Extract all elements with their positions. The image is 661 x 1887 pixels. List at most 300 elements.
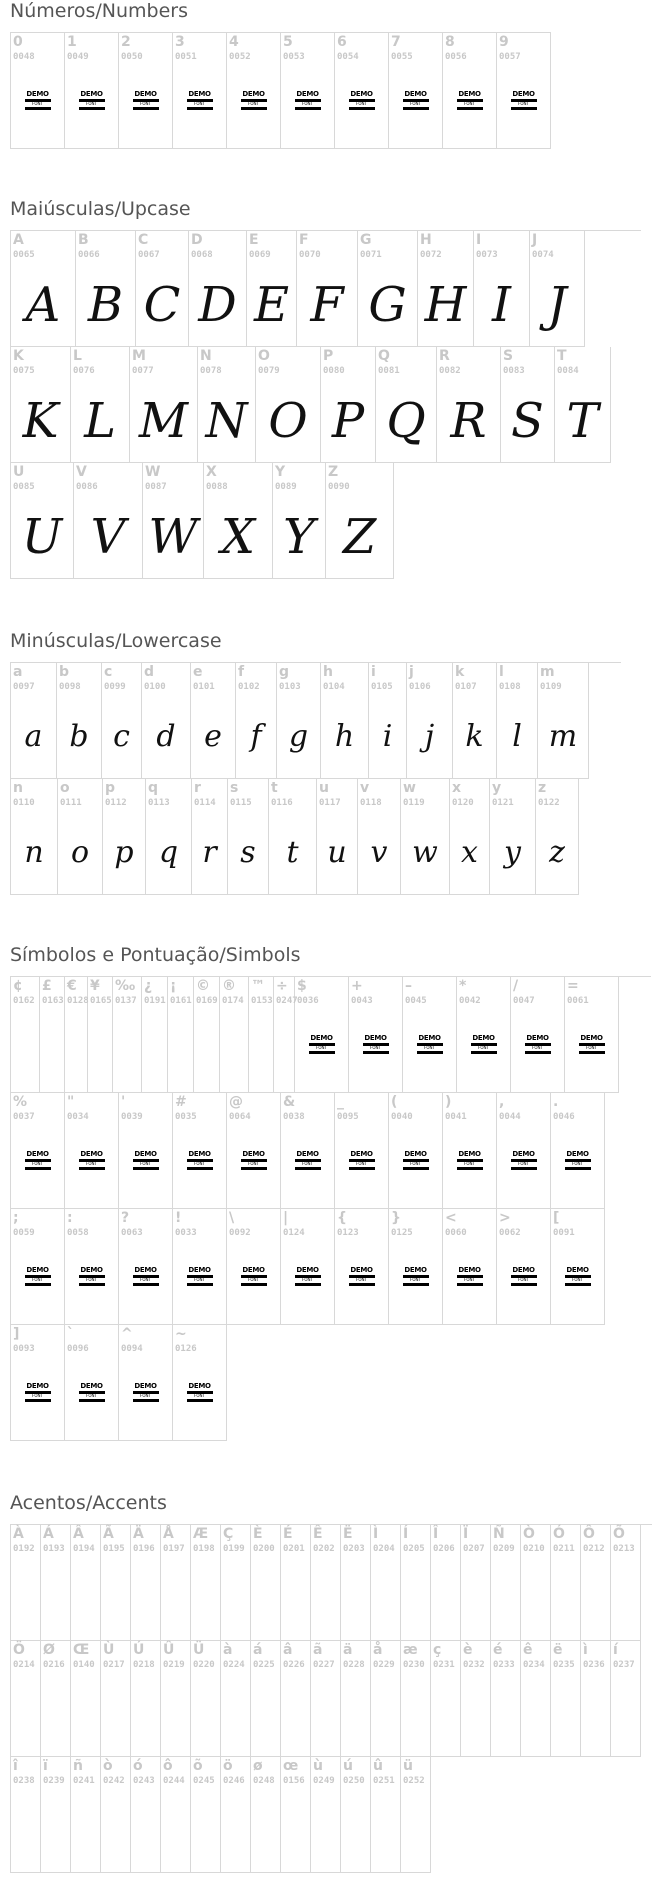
demo-placeholder-icon [363, 1035, 389, 1061]
glyph-cell [418, 231, 474, 347]
character-label: = [567, 978, 579, 994]
demo-badge-bar [403, 1167, 429, 1170]
glyph-cell [403, 977, 457, 1093]
demo-placeholder-icon [295, 1267, 321, 1293]
glyph-cell [497, 663, 538, 779]
character-code: 0245 [193, 1776, 215, 1786]
demo-badge-subtext: FONT [464, 1162, 475, 1166]
section-title: Símbolos e Pontuação/Simbols [10, 944, 301, 966]
glyph-sample: M [138, 392, 189, 449]
character-label: ï [43, 1758, 48, 1774]
demo-badge-text: DEMO [26, 1266, 49, 1274]
glyph-cell [11, 1093, 65, 1209]
character-code: 0217 [103, 1660, 125, 1670]
character-label: å [373, 1642, 383, 1658]
character-code: 0047 [513, 996, 535, 1006]
glyph-cell [401, 779, 450, 895]
demo-badge-text: DEMO [188, 90, 211, 98]
character-label: ¿ [144, 978, 153, 994]
character-code: 0216 [43, 1660, 65, 1670]
glyph-cell [71, 347, 130, 463]
character-code: 0116 [271, 798, 293, 808]
character-label: L [73, 348, 82, 364]
character-code: 0124 [283, 1228, 305, 1238]
character-label: n [13, 780, 23, 796]
character-label: ã [313, 1642, 323, 1658]
character-label: s [230, 780, 239, 796]
character-code: 0231 [433, 1660, 455, 1670]
glyph-grid [10, 1524, 652, 1873]
demo-badge-text: DEMO [512, 1266, 535, 1274]
glyph-sample: w [412, 835, 438, 870]
character-code: 0037 [13, 1112, 35, 1122]
demo-badge-bar [403, 107, 429, 110]
character-label: A [13, 232, 24, 248]
glyph-cell [146, 779, 192, 895]
glyph-cell [401, 1641, 431, 1757]
demo-badge-bar [417, 1051, 443, 1054]
glyph-cell [11, 663, 57, 779]
character-code: 0162 [13, 996, 35, 1006]
glyph-sample: I [492, 276, 511, 333]
glyph-cell [431, 1525, 461, 1641]
character-code: 0100 [144, 682, 166, 692]
demo-badge-text: DEMO [134, 90, 157, 98]
character-label: Õ [613, 1526, 625, 1542]
glyph-cell [491, 1641, 521, 1757]
character-label: Ì [373, 1526, 379, 1542]
character-code: 0204 [373, 1544, 395, 1554]
character-code: 0079 [258, 366, 280, 376]
symbols-section [10, 944, 651, 1441]
character-label: è [463, 1642, 473, 1658]
character-label: F [299, 232, 309, 248]
glyph-cell [142, 977, 168, 1093]
character-label: Í [403, 1526, 409, 1542]
glyph-cell [551, 1209, 605, 1325]
demo-placeholder-icon [295, 91, 321, 117]
demo-badge-text: DEMO [242, 1266, 265, 1274]
demo-badge-text: DEMO [512, 90, 535, 98]
character-code: 0243 [133, 1776, 155, 1786]
character-label: > [499, 1210, 511, 1226]
character-label: í [613, 1642, 618, 1658]
demo-badge-text: DEMO [80, 1150, 103, 1158]
demo-placeholder-icon [241, 1267, 267, 1293]
demo-placeholder-icon [511, 1151, 537, 1177]
glyph-cell [251, 1641, 281, 1757]
character-label: & [283, 1094, 296, 1110]
character-code: 0069 [249, 250, 271, 260]
demo-badge-text: DEMO [418, 1034, 441, 1042]
glyph-cell [236, 663, 277, 779]
demo-badge-bar [79, 1399, 105, 1402]
glyph-cell [453, 663, 497, 779]
demo-badge-subtext: FONT [86, 1394, 97, 1398]
character-code: 0197 [163, 1544, 185, 1554]
character-code: 0075 [13, 366, 35, 376]
character-label: 3 [175, 34, 185, 50]
character-label: U [13, 464, 25, 480]
demo-placeholder-icon [403, 91, 429, 117]
demo-badge-subtext: FONT [464, 102, 475, 106]
character-label: Æ [193, 1526, 209, 1542]
character-label: v [360, 780, 370, 796]
character-label: j [409, 664, 414, 680]
character-label: " [67, 1094, 75, 1110]
glyph-cell [11, 1525, 41, 1641]
character-code: 0251 [373, 1776, 395, 1786]
glyph-cell [221, 1757, 251, 1873]
character-label: Ú [133, 1642, 145, 1658]
demo-badge-bar [457, 107, 483, 110]
glyph-sample: F [310, 276, 344, 333]
demo-badge-bar [511, 107, 537, 110]
character-label: C [138, 232, 149, 248]
character-label: X [206, 464, 217, 480]
glyph-cell [130, 347, 198, 463]
character-label: ` [67, 1326, 74, 1342]
demo-badge-text: DEMO [26, 1150, 49, 1158]
glyph-cell [297, 231, 358, 347]
character-label: û [373, 1758, 383, 1774]
character-code: 0066 [78, 250, 100, 260]
character-label: Å [163, 1526, 174, 1542]
character-code: 0237 [613, 1660, 635, 1670]
demo-placeholder-icon [187, 1383, 213, 1409]
demo-badge-subtext: FONT [32, 1162, 43, 1166]
character-code: 0252 [403, 1776, 425, 1786]
character-code: 0072 [420, 250, 442, 260]
demo-badge-text: DEMO [296, 90, 319, 98]
character-code: 0169 [196, 996, 218, 1006]
character-code: 0210 [523, 1544, 545, 1554]
demo-placeholder-icon [187, 91, 213, 117]
character-label: O [258, 348, 270, 364]
character-code: 0227 [313, 1660, 335, 1670]
character-code: 0103 [279, 682, 301, 692]
character-code: 0191 [144, 996, 166, 1006]
demo-placeholder-icon [241, 1151, 267, 1177]
glyph-cell [119, 1093, 173, 1209]
demo-placeholder-icon [511, 1267, 537, 1293]
character-code: 0056 [445, 52, 467, 62]
character-code: 0068 [191, 250, 213, 260]
character-label: 6 [337, 34, 347, 50]
glyph-cell [173, 1209, 227, 1325]
demo-badge-text: DEMO [310, 1034, 333, 1042]
character-label: ñ [73, 1758, 83, 1774]
character-code: 0110 [13, 798, 35, 808]
character-label: ø [253, 1758, 263, 1774]
glyph-sample: p [114, 835, 134, 870]
character-code: 0235 [553, 1660, 575, 1670]
character-code: 0084 [557, 366, 579, 376]
character-label: # [175, 1094, 187, 1110]
character-label: o [60, 780, 70, 796]
glyph-cell [11, 33, 65, 149]
character-code: 0219 [163, 1660, 185, 1670]
glyph-cell [407, 663, 453, 779]
character-label: | [283, 1210, 289, 1226]
character-label: ¢ [13, 978, 23, 994]
demo-badge-text: DEMO [364, 1034, 387, 1042]
glyph-sample: V [90, 508, 126, 565]
glyph-sample: g [288, 719, 309, 754]
character-code: 0049 [67, 52, 89, 62]
glyph-sample: c [113, 719, 130, 754]
character-label: m [540, 664, 555, 680]
demo-badge-text: DEMO [404, 1266, 427, 1274]
glyph-cell [281, 1209, 335, 1325]
character-code: 0207 [463, 1544, 485, 1554]
glyph-sample: r [202, 835, 217, 870]
glyph-sample: S [511, 392, 544, 449]
glyph-cell [119, 33, 173, 149]
demo-placeholder-icon [79, 91, 105, 117]
character-code: 0107 [455, 682, 477, 692]
character-label: ; [13, 1210, 19, 1226]
glyph-cell [173, 33, 227, 149]
glyph-sample: b [69, 719, 89, 754]
demo-badge-subtext: FONT [356, 1162, 367, 1166]
glyph-cell [389, 1209, 443, 1325]
demo-placeholder-icon [79, 1267, 105, 1293]
glyph-cell [65, 977, 88, 1093]
character-code: 0205 [403, 1544, 425, 1554]
glyph-cell [11, 463, 74, 579]
character-code: 0105 [371, 682, 393, 692]
glyph-cell [538, 663, 589, 779]
character-label: [ [553, 1210, 560, 1226]
character-code: 0038 [283, 1112, 305, 1122]
demo-badge-bar [565, 1167, 591, 1170]
character-code: 0228 [343, 1660, 365, 1670]
glyph-cell [131, 1757, 161, 1873]
demo-badge-text: DEMO [566, 1266, 589, 1274]
character-code: 0080 [323, 366, 345, 376]
glyph-sample: A [25, 276, 61, 333]
character-code: 0196 [133, 1544, 155, 1554]
character-label: Ó [553, 1526, 565, 1542]
character-label: ö [223, 1758, 233, 1774]
character-label: ì [583, 1642, 588, 1658]
demo-badge-text: DEMO [512, 1150, 535, 1158]
demo-placeholder-icon [457, 1267, 483, 1293]
glyph-cell [74, 463, 143, 579]
demo-badge-text: DEMO [80, 1382, 103, 1390]
demo-badge-bar [349, 107, 375, 110]
character-label: ò [103, 1758, 113, 1774]
character-code: 0229 [373, 1660, 395, 1670]
glyph-cell [281, 1525, 311, 1641]
demo-badge-text: DEMO [404, 90, 427, 98]
character-label: / [513, 978, 519, 994]
character-code: 0117 [319, 798, 341, 808]
character-label: ¥ [90, 978, 100, 994]
glyph-cell [11, 1325, 65, 1441]
character-code: 0102 [238, 682, 260, 692]
character-label: i [371, 664, 376, 680]
glyph-cell [204, 463, 273, 579]
glyph-cell [191, 1641, 221, 1757]
glyph-cell [192, 779, 228, 895]
character-label: q [148, 780, 159, 796]
upcase-section [10, 198, 641, 579]
demo-badge-subtext: FONT [518, 1278, 529, 1282]
glyph-cell [321, 347, 376, 463]
demo-placeholder-icon [579, 1035, 605, 1061]
character-label: £ [42, 978, 52, 994]
demo-placeholder-icon [79, 1383, 105, 1409]
glyph-cell [11, 1209, 65, 1325]
character-code: 0209 [493, 1544, 515, 1554]
glyph-cell [119, 1209, 173, 1325]
glyph-cell [168, 977, 194, 1093]
character-label: æ [403, 1642, 418, 1658]
glyph-cell [450, 779, 490, 895]
character-label: K [13, 348, 24, 364]
demo-badge-bar [525, 1051, 551, 1054]
character-label: x [452, 780, 462, 796]
character-code: 0060 [445, 1228, 467, 1238]
glyph-cell [311, 1757, 341, 1873]
character-code: 0043 [351, 996, 373, 1006]
character-label: f [238, 664, 245, 680]
demo-badge-bar [79, 107, 105, 110]
demo-placeholder-icon [25, 1267, 51, 1293]
character-code: 0078 [200, 366, 222, 376]
character-label: a [13, 664, 23, 680]
glyph-sample: v [370, 835, 388, 870]
character-code: 0089 [275, 482, 297, 492]
character-code: 0248 [253, 1776, 275, 1786]
glyph-cell [565, 977, 619, 1093]
demo-badge-subtext: FONT [478, 1046, 489, 1050]
demo-badge-text: DEMO [26, 90, 49, 98]
section-title: Acentos/Accents [10, 1492, 167, 1514]
character-code: 0214 [13, 1660, 35, 1670]
glyph-cell [511, 977, 565, 1093]
character-code: 0050 [121, 52, 143, 62]
character-code: 0054 [337, 52, 359, 62]
demo-badge-subtext: FONT [370, 1046, 381, 1050]
demo-placeholder-icon [457, 91, 483, 117]
character-label: b [59, 664, 70, 680]
glyph-cell [247, 231, 297, 347]
character-code: 0045 [405, 996, 427, 1006]
section-title: Maiúsculas/Upcase [10, 198, 191, 220]
character-label: + [351, 978, 363, 994]
glyph-cell [490, 779, 536, 895]
demo-badge-subtext: FONT [356, 102, 367, 106]
character-label: ‰ [115, 978, 136, 994]
glyph-cell [321, 663, 369, 779]
character-label: á [253, 1642, 263, 1658]
demo-badge-bar [187, 1167, 213, 1170]
demo-badge-bar [579, 1051, 605, 1054]
demo-badge-bar [363, 1051, 389, 1054]
glyph-cell [11, 1641, 41, 1757]
glyph-cell [113, 977, 142, 1093]
glyph-sample: i [382, 719, 393, 754]
glyph-cell [311, 1641, 341, 1757]
glyph-sample: U [21, 508, 63, 565]
character-label: M [132, 348, 146, 364]
glyph-cell [281, 1757, 311, 1873]
character-code: 0034 [67, 1112, 89, 1122]
glyph-cell [443, 33, 497, 149]
character-label: â [283, 1642, 293, 1658]
glyph-cell [71, 1757, 101, 1873]
character-label: 5 [283, 34, 293, 50]
character-code: 0200 [253, 1544, 275, 1554]
glyph-cell [40, 977, 65, 1093]
character-label: ü [403, 1758, 413, 1774]
glyph-cell [461, 1641, 491, 1757]
character-code: 0059 [13, 1228, 35, 1238]
glyph-cell [65, 1209, 119, 1325]
glyph-cell [11, 1757, 41, 1873]
glyph-sample: o [70, 835, 90, 870]
demo-badge-text: DEMO [242, 90, 265, 98]
demo-badge-subtext: FONT [410, 102, 421, 106]
glyph-cell [497, 33, 551, 149]
character-code: 0193 [43, 1544, 65, 1554]
character-code: 0156 [283, 1776, 305, 1786]
glyph-cell [281, 33, 335, 149]
glyph-sample: X [220, 508, 256, 565]
demo-placeholder-icon [565, 1267, 591, 1293]
character-label: © [196, 978, 210, 994]
glyph-cell [191, 1757, 221, 1873]
character-code: 0123 [337, 1228, 359, 1238]
glyph-cell [220, 977, 249, 1093]
demo-badge-subtext: FONT [572, 1278, 583, 1282]
glyph-cell [401, 1757, 431, 1873]
character-code: 0062 [499, 1228, 521, 1238]
character-label: J [532, 232, 538, 248]
lowercase-section [10, 630, 621, 895]
demo-badge-bar [25, 1399, 51, 1402]
character-label: Û [163, 1642, 175, 1658]
demo-placeholder-icon [403, 1151, 429, 1177]
character-code: 0212 [583, 1544, 605, 1554]
glyph-cell [521, 1641, 551, 1757]
character-label: à [223, 1642, 233, 1658]
demo-badge-bar [187, 1283, 213, 1286]
glyph-sample: E [253, 276, 290, 333]
character-label: ç [433, 1642, 442, 1658]
character-label: ô [163, 1758, 173, 1774]
character-code: 0241 [73, 1776, 95, 1786]
character-label: € [67, 978, 77, 994]
demo-badge-subtext: FONT [248, 102, 259, 106]
demo-badge-text: DEMO [188, 1266, 211, 1274]
demo-badge-text: DEMO [296, 1266, 319, 1274]
glyph-cell [555, 347, 611, 463]
demo-badge-text: DEMO [296, 1150, 319, 1158]
glyph-cell [11, 977, 40, 1093]
character-label: E [249, 232, 259, 248]
character-code: 0104 [323, 682, 345, 692]
demo-badge-subtext: FONT [302, 102, 313, 106]
character-code: 0118 [360, 798, 382, 808]
character-label: 8 [445, 34, 455, 50]
demo-placeholder-icon [133, 1383, 159, 1409]
character-label: R [439, 348, 450, 364]
glyph-cell [101, 1641, 131, 1757]
